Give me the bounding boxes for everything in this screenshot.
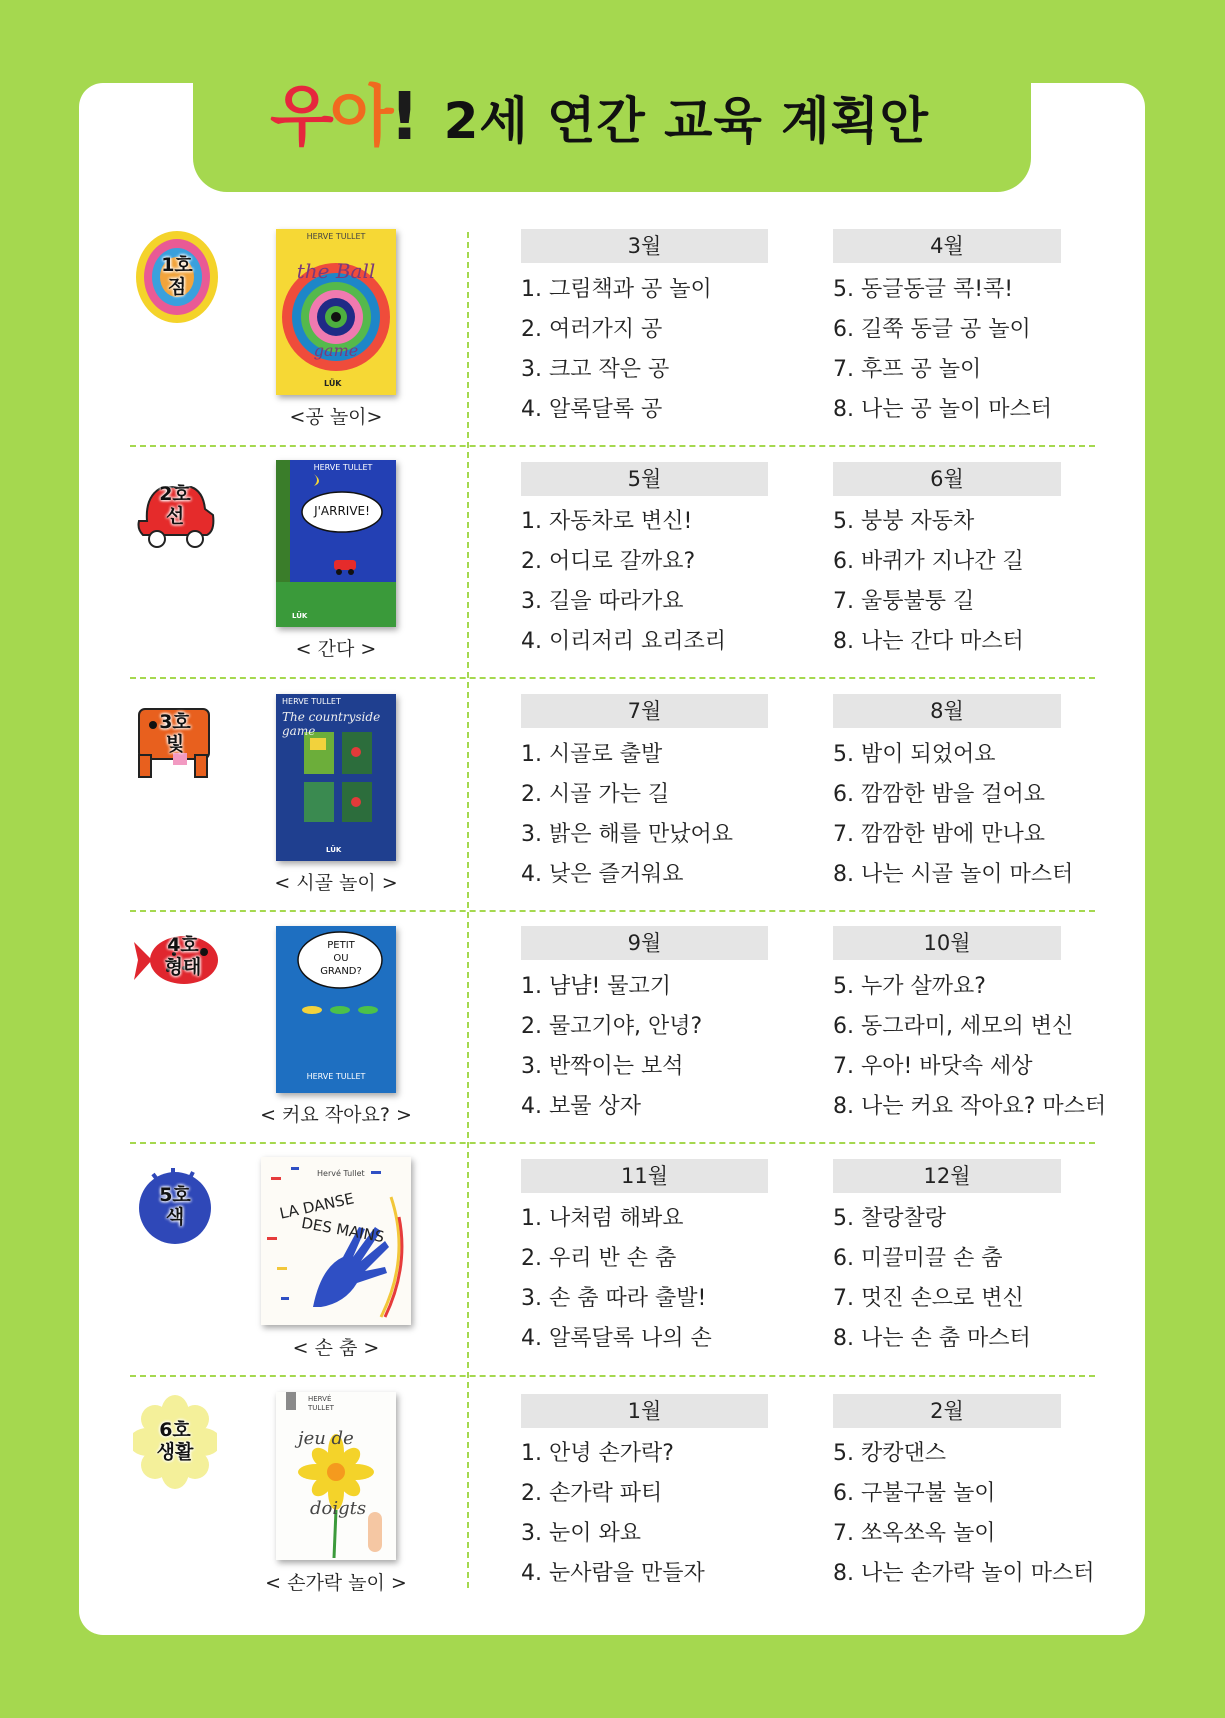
month-header: 5월 <box>521 462 768 496</box>
book-author: HERVE TULLET <box>306 232 366 241</box>
book-author: HERVE TULLET <box>306 1072 366 1081</box>
plan-item: 5. 동글동글 콕!콕! <box>833 277 1014 302</box>
plan-list <box>833 967 1106 1127</box>
plan-item: 5. 누가 살까요? <box>833 974 986 999</box>
book-cover-jeu-de-doigts <box>276 1392 396 1560</box>
plan-item: 2. 물고기야, 안녕? <box>521 1014 703 1039</box>
book-author: Hervé Tullet <box>317 1169 365 1178</box>
plan-item: 3. 크고 작은 공 <box>521 357 670 382</box>
plan-list <box>521 1434 705 1594</box>
plan-item: 4. 알록달록 공 <box>521 397 663 422</box>
book-cover-petit-ou-grand <box>276 926 396 1093</box>
book-title-3: GRAND? <box>320 966 362 977</box>
plan-item: 3. 눈이 와요 <box>521 1521 641 1546</box>
book-cover-jarrive <box>276 460 396 627</box>
plan-item: 2. 손가락 파티 <box>521 1481 663 1506</box>
month-header: 3월 <box>521 229 768 263</box>
plan-list <box>833 1434 1094 1594</box>
publisher-logo: LÜK <box>292 612 308 620</box>
plan-list <box>521 270 712 430</box>
plan-item: 2. 우리 반 손 춤 <box>521 1246 677 1271</box>
plan-item: 7. 후프 공 놀이 <box>833 357 982 382</box>
book-title-2: doigts <box>310 1498 367 1519</box>
book-caption: < 간다 > <box>295 638 377 660</box>
plan-list <box>833 735 1073 895</box>
book-author: HERVÉ <box>308 1395 332 1403</box>
book-title: J'ARRIVE! <box>314 504 370 518</box>
book-title-2: game <box>313 341 359 360</box>
plan-item: 7. 울퉁불퉁 길 <box>833 589 975 614</box>
plan-item: 1. 안녕 손가락? <box>521 1441 674 1466</box>
plan-item: 4. 낮은 즐거워요 <box>521 862 684 887</box>
badge-4 <box>132 920 222 1014</box>
badge-topic: 색 <box>165 1206 185 1228</box>
month-header: 6월 <box>833 462 1061 496</box>
plan-item: 8. 나는 시골 놀이 마스터 <box>833 862 1074 887</box>
plan-item: 7. 멋진 손으로 변신 <box>833 1286 1024 1311</box>
plan-item: 6. 미끌미끌 손 춤 <box>833 1246 1003 1271</box>
badge-5 <box>133 1160 217 1254</box>
plan-item: 8. 나는 손 춤 마스터 <box>833 1326 1031 1351</box>
book-caption: < 커요 작아요? > <box>260 1104 412 1126</box>
badge-topic: 점 <box>167 276 187 298</box>
book-author: HERVE TULLET <box>313 463 373 472</box>
badge-topic: 생활 <box>156 1441 194 1463</box>
month-header: 10월 <box>833 926 1061 960</box>
plan-item: 4. 이리저리 요리조리 <box>521 629 726 654</box>
plan-item: 1. 냠냠! 물고기 <box>521 974 672 999</box>
month-header: 11월 <box>521 1159 768 1193</box>
book-cover-danse-des-mains <box>261 1157 411 1325</box>
badge-1 <box>135 230 219 324</box>
plan-list <box>521 735 733 895</box>
month-header: 12월 <box>833 1159 1061 1193</box>
badge-3 <box>133 695 217 789</box>
plan-item: 7. 쏘옥쏘옥 놀이 <box>833 1521 996 1546</box>
book-title: the Ball <box>296 259 376 283</box>
plan-item: 2. 시골 가는 길 <box>521 782 670 807</box>
month-header: 9월 <box>521 926 768 960</box>
badge-2 <box>133 465 217 559</box>
row-separator <box>130 1142 1095 1144</box>
badge-number: 1호 <box>161 254 193 277</box>
plan-item: 8. 나는 간다 마스터 <box>833 629 1024 654</box>
month-header: 1월 <box>521 1394 768 1428</box>
row-separator <box>130 1375 1095 1377</box>
plan-list <box>833 1199 1031 1359</box>
plan-item: 4. 보물 상자 <box>521 1094 641 1119</box>
plan-item: 3. 밝은 해를 만났어요 <box>521 822 733 847</box>
book-title: jeu de <box>298 1428 354 1449</box>
badge-topic: 형태 <box>164 956 202 978</box>
book-caption: < 손가락 놀이 > <box>265 1572 407 1594</box>
badge-topic: 선 <box>165 505 185 527</box>
logo-char-3: ! <box>389 78 416 155</box>
book-title-2: OU <box>333 953 349 964</box>
book-cover-ball-game <box>276 229 396 395</box>
badge-number: 5호 <box>159 1184 191 1207</box>
book-author: HERVE TULLET <box>282 697 341 706</box>
plan-item: 1. 나처럼 해봐요 <box>521 1206 684 1231</box>
plan-item: 2. 여러가지 공 <box>521 317 663 342</box>
badge-number: 2호 <box>159 483 191 506</box>
plan-item: 8. 나는 커요 작아요? 마스터 <box>833 1094 1107 1119</box>
plan-list <box>833 502 1024 662</box>
plan-item: 5. 캉캉댄스 <box>833 1441 946 1466</box>
month-header: 8월 <box>833 694 1061 728</box>
book-title: PETIT <box>327 940 355 951</box>
plan-item: 6. 깜깜한 밤을 걸어요 <box>833 782 1045 807</box>
plan-item: 6. 동그라미, 세모의 변신 <box>833 1014 1074 1039</box>
book-cover-countryside <box>276 694 396 861</box>
plan-item: 4. 알록달록 나의 손 <box>521 1326 712 1351</box>
month-header: 2월 <box>833 1394 1061 1428</box>
month-header: 7월 <box>521 694 768 728</box>
plan-item: 5. 밤이 되었어요 <box>833 742 996 767</box>
plan-item: 1. 시골로 출발 <box>521 742 663 767</box>
row-separator <box>130 910 1095 912</box>
wooah-logo <box>270 78 416 155</box>
badge-topic: 빛 <box>165 733 185 755</box>
book-caption: < 손 춤 > <box>292 1337 380 1359</box>
plan-item: 5. 붕붕 자동차 <box>833 509 975 534</box>
plan-item: 5. 찰랑찰랑 <box>833 1206 946 1231</box>
jeu-de-doigts-cover-art <box>276 1392 396 1560</box>
plan-item: 1. 자동차로 변신! <box>521 509 693 534</box>
book-title-2: DES MAINS <box>300 1213 386 1247</box>
page-header <box>270 62 929 172</box>
badge-6 <box>133 1395 217 1489</box>
plan-item: 3. 반짝이는 보석 <box>521 1054 684 1079</box>
plan-list <box>521 967 702 1127</box>
plan-item: 8. 나는 공 놀이 마스터 <box>833 397 1052 422</box>
plan-item: 1. 그림책과 공 놀이 <box>521 277 712 302</box>
logo-char-1: 우 <box>270 78 330 155</box>
book-title: LA DANSE <box>277 1189 356 1223</box>
book-caption: < 시골 놀이 > <box>274 872 398 894</box>
ball-game-cover-art <box>276 229 396 395</box>
month-header: 4월 <box>833 229 1061 263</box>
plan-item: 7. 깜깜한 밤에 만나요 <box>833 822 1045 847</box>
logo-char-2: 아 <box>329 78 390 155</box>
publisher-logo: LÜK <box>326 846 342 854</box>
plan-list <box>521 1199 712 1359</box>
row-separator <box>130 445 1095 447</box>
danse-des-mains-cover-art <box>261 1157 411 1325</box>
book-caption: <공 놀이> <box>289 406 383 428</box>
book-title: The countryside game <box>282 710 381 738</box>
badge-number: 3호 <box>159 711 191 734</box>
plan-item: 6. 바퀴가 지나간 길 <box>833 549 1024 574</box>
plan-item: 8. 나는 손가락 놀이 마스터 <box>833 1561 1095 1586</box>
publisher-logo: LÜK <box>324 379 342 388</box>
plan-list <box>521 502 726 662</box>
plan-item: 7. 우아! 바닷속 세상 <box>833 1054 1033 1079</box>
plan-item: 6. 길쭉 동글 공 놀이 <box>833 317 1031 342</box>
book-author-2: TULLET <box>308 1404 334 1412</box>
plan-item: 3. 손 춤 따라 출발! <box>521 1286 707 1311</box>
page-title: 2세 연간 교육 계획안 <box>443 92 930 150</box>
plan-list <box>833 270 1052 430</box>
row-separator <box>130 677 1095 679</box>
plan-item: 2. 어디로 갈까요? <box>521 549 696 574</box>
plan-item: 6. 구불구불 놀이 <box>833 1481 996 1506</box>
plan-item: 4. 눈사람을 만들자 <box>521 1561 705 1586</box>
badge-number: 6호 <box>159 1419 191 1442</box>
badge-number: 4호 <box>167 934 199 957</box>
plan-item: 3. 길을 따라가요 <box>521 589 684 614</box>
jarrive-cover-art <box>276 460 396 627</box>
